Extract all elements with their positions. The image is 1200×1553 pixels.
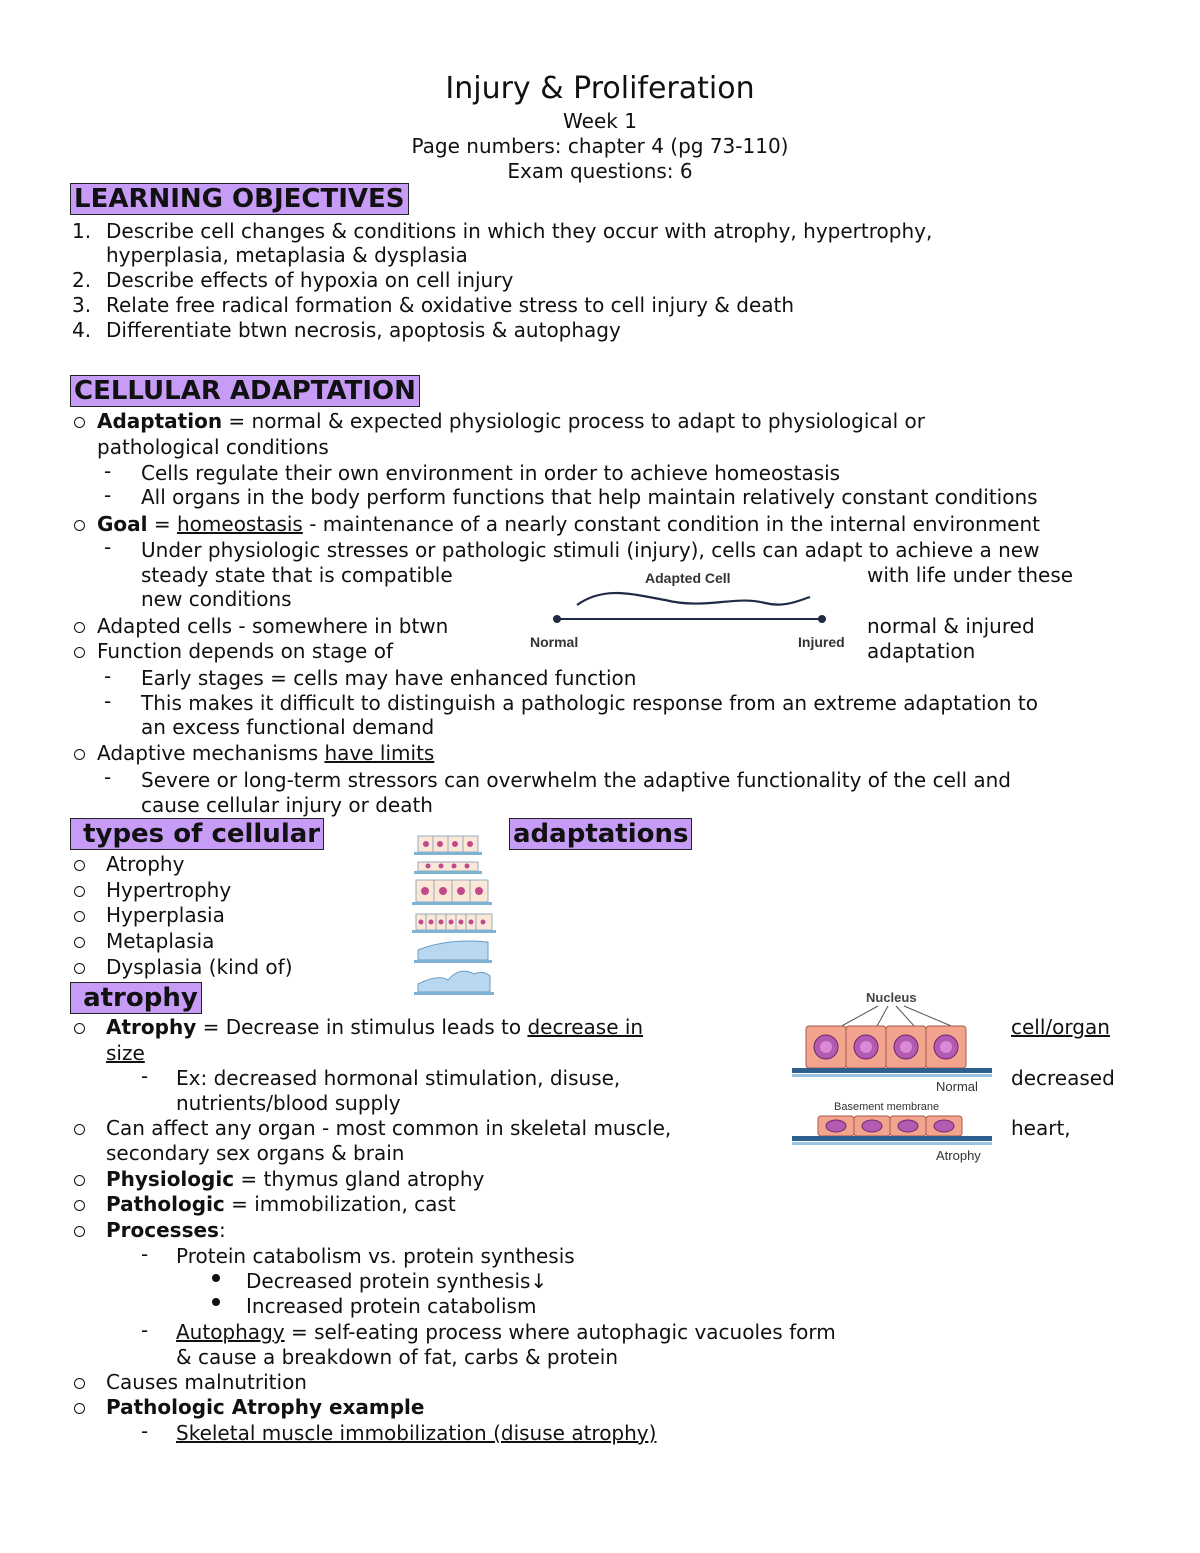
atrophy-cells-row	[414, 862, 482, 874]
organ-item: Can affect any organ - most common in skeletal muscle,	[106, 1116, 672, 1140]
sub-item: Ex: decreased hormonal stimulation, disuse,	[176, 1066, 621, 1090]
metaplasia-cells-row	[414, 941, 492, 963]
dot-bullet-icon	[212, 1274, 220, 1282]
autophagy-item-cont: & cause a breakdown of fat, carbs & protein	[176, 1345, 619, 1369]
autophagy-item: Autophagy = self-eating process where autophagic vacuoles form	[176, 1320, 836, 1344]
sub-item: Protein catabolism vs. protein synthesis	[176, 1244, 575, 1268]
week-label: Week 1	[563, 109, 637, 133]
pathologic-item: Pathologic = immobilization, cast	[106, 1192, 456, 1216]
atrophy-definition: Atrophy = Decrease in stimulus leads to decrease in	[106, 1015, 644, 1039]
injured-label: Injured	[798, 634, 845, 650]
sub-item: an excess functional demand	[141, 715, 435, 739]
circle-bullet-icon	[74, 886, 85, 897]
sub-item: This makes it difficult to distinguish a pathologic response from an extreme adaptation to	[141, 691, 1038, 715]
types-heading-left: types of cellular	[70, 818, 324, 850]
atrophy-definition-size: size	[106, 1041, 145, 1065]
atrophy-membrane	[792, 1136, 992, 1141]
type-item: Hypertrophy	[106, 878, 232, 902]
dash-bullet-icon: -	[141, 1318, 149, 1342]
hypertrophy-cells-row	[412, 880, 492, 905]
dash-bullet-icon: -	[141, 1419, 149, 1443]
normal-membrane	[792, 1068, 992, 1073]
sub-item: with life under these	[867, 563, 1074, 587]
example-sub-item: Skeletal muscle immobilization (disuse atrophy)	[176, 1421, 657, 1445]
circle-bullet-icon	[74, 937, 85, 948]
normal-label: Normal	[530, 634, 579, 650]
nucleus-label: Nucleus	[866, 990, 917, 1005]
circle-bullet-icon	[74, 1226, 85, 1237]
type-item: Dysplasia (kind of)	[106, 955, 293, 979]
objective-number: 1.	[72, 219, 92, 243]
function-item-cont: adaptation	[867, 639, 976, 663]
circle-bullet-icon	[74, 647, 85, 658]
exam-questions: Exam questions: 6	[507, 159, 693, 183]
adaptation-definition: Adaptation = normal & expected physiologic process to adapt to physiological or	[97, 409, 926, 433]
adapted-cells-item-cont: normal & injured	[867, 614, 1035, 638]
function-item: Function depends on stage of	[97, 639, 393, 663]
example-item: Pathologic Atrophy example	[106, 1395, 425, 1419]
sub-item: Under physiologic stresses or pathologic stimuli (injury), cells can adapt to achieve a new	[141, 538, 1040, 562]
learning-objectives-heading: LEARNING OBJECTIVES	[70, 183, 409, 215]
page-numbers: Page numbers: chapter 4 (pg 73-110)	[411, 134, 789, 158]
physiologic-item: Physiologic = thymus gland atrophy	[106, 1167, 485, 1191]
malnutrition-item: Causes malnutrition	[106, 1370, 307, 1394]
circle-bullet-icon	[74, 1175, 85, 1186]
objective-number: 3.	[72, 293, 92, 317]
sub-item: decreased	[1011, 1066, 1115, 1090]
type-item: Atrophy	[106, 852, 185, 876]
adapted-curve	[577, 593, 810, 605]
circle-bullet-icon	[74, 963, 85, 974]
sub-item: steady state that is compatible	[141, 563, 453, 587]
circle-bullet-icon	[74, 417, 85, 428]
circle-bullet-icon	[74, 1124, 85, 1135]
circle-bullet-icon	[74, 520, 85, 531]
objective-text: Differentiate btwn necrosis, apoptosis & autophagy	[106, 318, 621, 342]
cellular-adaptation-heading: CELLULAR ADAPTATION	[70, 375, 420, 407]
goal-item: Goal = homeostasis - maintenance of a nearly constant condition in the internal environment	[97, 512, 1040, 536]
circle-bullet-icon	[74, 1023, 85, 1034]
dash-bullet-icon: -	[141, 1242, 149, 1266]
types-heading-right: adaptations	[509, 818, 692, 850]
adaptation-types-figure	[388, 824, 498, 1002]
sub-item: nutrients/blood supply	[176, 1091, 401, 1115]
processes-item: Processes:	[106, 1218, 226, 1242]
injured-point	[818, 615, 826, 623]
circle-bullet-icon	[74, 622, 85, 633]
objective-text: Describe cell changes & conditions in which they occur with atrophy, hypertrophy,	[106, 219, 933, 243]
objective-number: 4.	[72, 318, 92, 342]
organ-item-cont: heart,	[1011, 1116, 1071, 1140]
normal-point	[553, 615, 561, 623]
circle-bullet-icon	[74, 911, 85, 922]
adaptation-definition-cont: pathological conditions	[97, 435, 329, 459]
normal-label: Normal	[936, 1079, 978, 1094]
atrophy-cells	[818, 1116, 962, 1136]
circle-bullet-icon	[74, 1403, 85, 1414]
sub-item: Cells regulate their own environment in order to achieve homeostasis	[141, 461, 841, 485]
hyperplasia-cells-row	[412, 914, 496, 933]
adapted-cell-diagram	[525, 565, 855, 655]
circle-bullet-icon	[74, 749, 85, 760]
circle-bullet-icon	[74, 1378, 85, 1389]
normal-cells	[806, 1026, 966, 1068]
type-item: Hyperplasia	[106, 903, 225, 927]
dash-bullet-icon: -	[104, 535, 112, 559]
dash-bullet-icon: -	[104, 664, 112, 688]
type-item: Metaplasia	[106, 929, 215, 953]
sub-item: All organs in the body perform functions that help maintain relatively constant conditions	[141, 485, 1038, 509]
dash-bullet-icon: -	[104, 459, 112, 483]
sub-item: cause cellular injury or death	[141, 793, 433, 817]
objective-text: hyperplasia, metaplasia & dysplasia	[106, 243, 468, 267]
objective-number: 2.	[72, 268, 92, 292]
dash-bullet-icon: -	[104, 689, 112, 713]
basement-label: Basement membrane	[834, 1101, 940, 1113]
objective-text: Relate free radical formation & oxidative stress to cell injury & death	[106, 293, 795, 317]
page-title: Injury & Proliferation	[445, 71, 755, 106]
atrophy-label: Atrophy	[936, 1148, 981, 1163]
adapted-cells-item: Adapted cells - somewhere in btwn	[97, 614, 449, 638]
diagram-title: Adapted Cell	[645, 570, 731, 586]
circle-bullet-icon	[74, 860, 85, 871]
sub-item: new conditions	[141, 587, 292, 611]
dot-bullet-icon	[212, 1298, 220, 1306]
bullet-item: Increased protein catabolism	[246, 1294, 537, 1318]
dash-bullet-icon: -	[104, 765, 112, 789]
atrophy-heading: atrophy	[70, 982, 202, 1014]
normal-cells-row	[414, 836, 482, 855]
dash-bullet-icon: -	[104, 483, 112, 507]
dash-bullet-icon: -	[141, 1064, 149, 1088]
objective-text: Describe effects of hypoxia on cell injury	[106, 268, 514, 292]
dysplasia-cells-row	[414, 971, 494, 995]
bullet-item: Decreased protein synthesis↓	[246, 1269, 548, 1293]
sub-item: Severe or long-term stressors can overwhelm the adaptive functionality of the cell and	[141, 768, 1011, 792]
sub-item: Early stages = cells may have enhanced function	[141, 666, 637, 690]
organ-item-cont: secondary sex organs & brain	[106, 1141, 405, 1165]
limits-item: Adaptive mechanisms have limits	[97, 741, 435, 765]
circle-bullet-icon	[74, 1200, 85, 1211]
atrophy-figure	[788, 988, 998, 1168]
atrophy-definition-cont: cell/organ	[1011, 1015, 1110, 1039]
